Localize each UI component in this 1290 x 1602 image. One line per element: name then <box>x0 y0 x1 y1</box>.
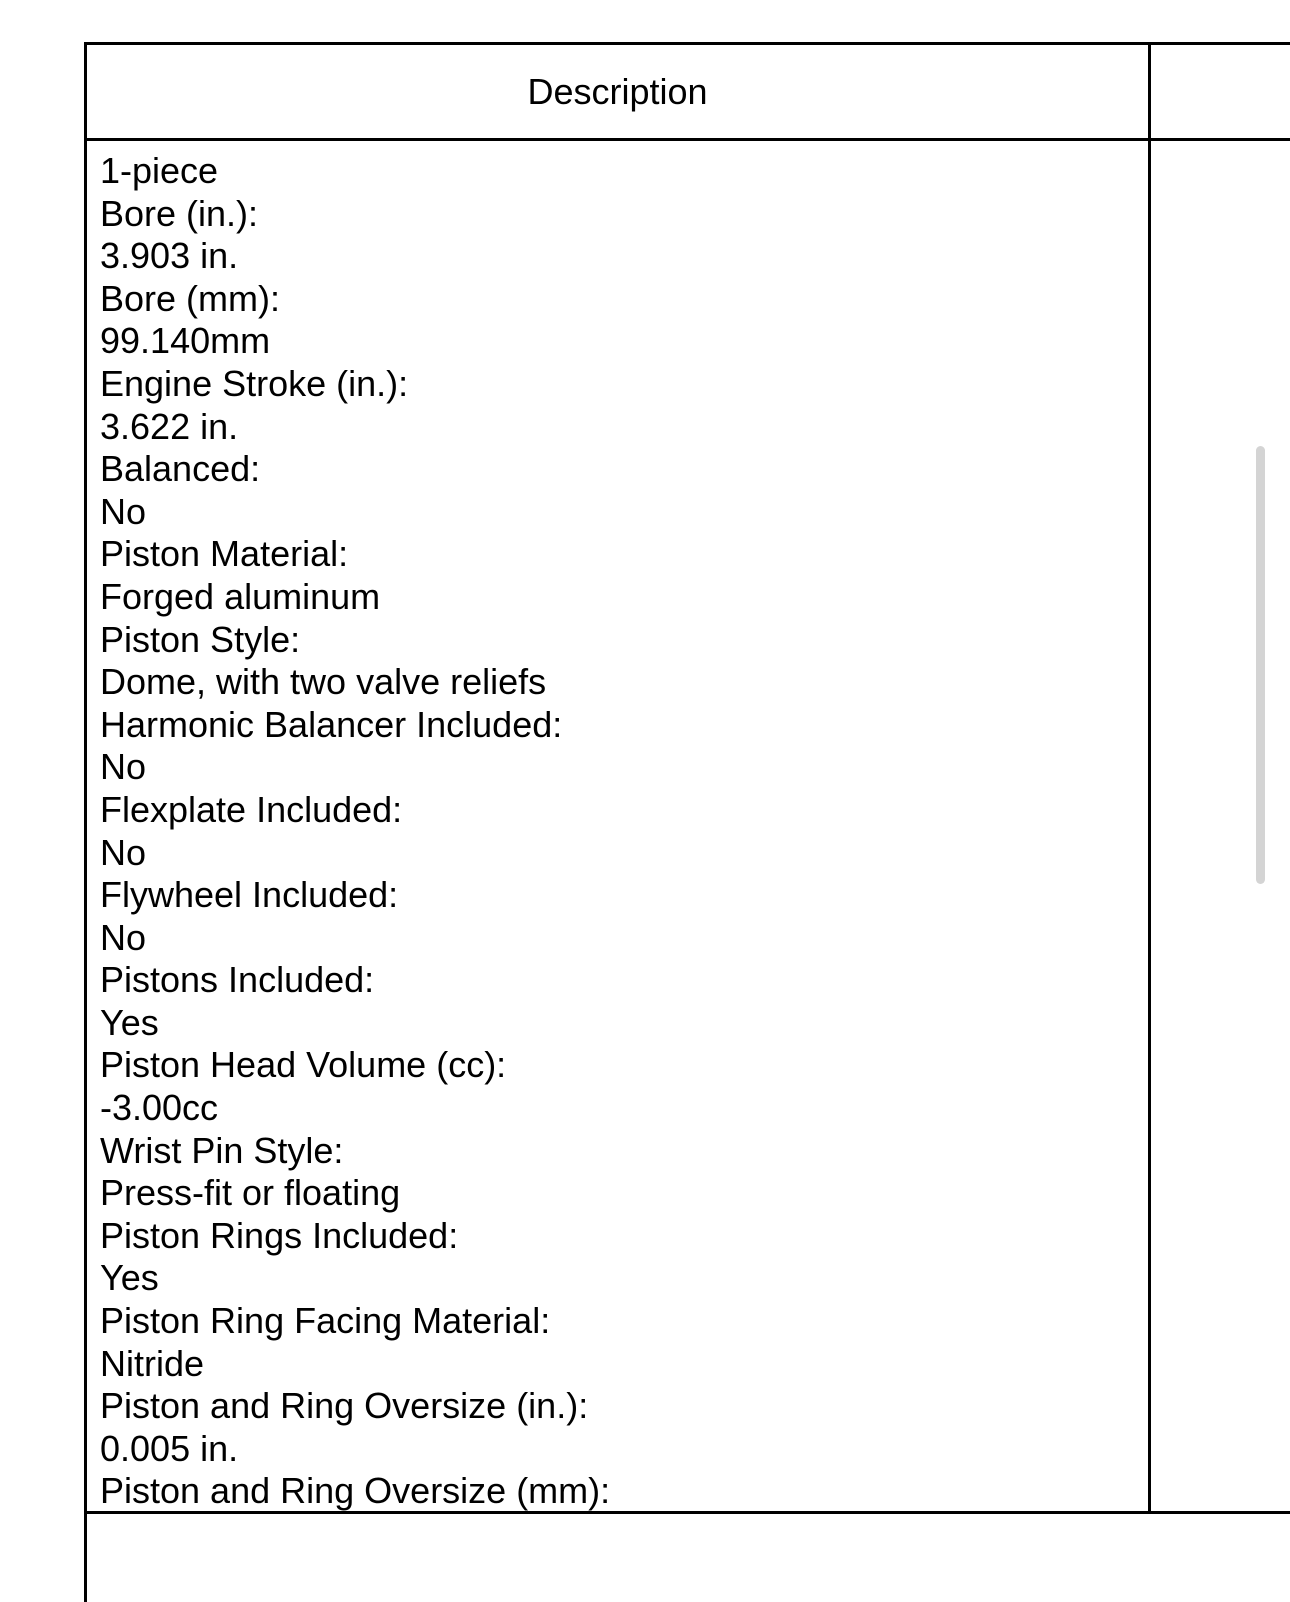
description-line: Piston Rings Included: <box>100 1214 459 1256</box>
description-line: Engine Stroke (in.): <box>100 362 409 404</box>
description-line: 3.622 in. <box>100 405 239 447</box>
description-line: -3.00cc <box>100 1087 219 1129</box>
description-line: Piston Head Volume (cc): <box>100 1044 507 1086</box>
description-line: Wrist Pin Style: <box>100 1129 344 1171</box>
description-cell <box>87 141 1151 1514</box>
description-header-label: Description <box>527 70 708 112</box>
description-line: Pistons Included: <box>100 959 375 1001</box>
description-line: Yes <box>100 1257 159 1299</box>
description-list <box>100 150 610 1513</box>
description-line: 3.903 in. <box>100 235 239 277</box>
description-line: Bore (mm): <box>100 277 280 319</box>
description-line: Piston Material: <box>100 533 349 575</box>
description-line: 1-piece <box>100 150 219 191</box>
description-line: Harmonic Balancer Included: <box>100 703 563 745</box>
description-line: Piston Style: <box>100 618 301 660</box>
description-line: No <box>100 916 147 958</box>
description-line: Bore (in.): <box>100 192 259 234</box>
description-line: Dome, with two valve reliefs <box>100 661 547 703</box>
description-column-header <box>87 45 1151 141</box>
description-line: 0.005 in. <box>100 1427 239 1469</box>
description-line: Flexplate Included: <box>100 788 403 830</box>
spec-table <box>84 42 1290 1602</box>
description-line: Press-fit or floating <box>100 1172 401 1214</box>
description-line: No <box>100 831 147 873</box>
description-line: Balanced: <box>100 448 261 490</box>
description-line: 99.140mm <box>100 320 271 362</box>
description-line: No <box>100 746 147 788</box>
description-line: No <box>100 490 147 532</box>
description-line: Yes <box>100 1001 159 1043</box>
description-line: Forged aluminum <box>100 575 381 617</box>
vertical-scrollbar[interactable] <box>1256 446 1265 884</box>
description-line: Piston and Ring Oversize (in.): <box>100 1385 589 1427</box>
description-line: Nitride <box>100 1342 205 1384</box>
second-column-header <box>1151 45 1290 141</box>
second-column-cell <box>1151 141 1290 1514</box>
description-line: Piston and Ring Oversize (mm): <box>100 1470 611 1512</box>
description-line: Piston Ring Facing Material: <box>100 1300 551 1342</box>
description-line: Flywheel Included: <box>100 874 399 916</box>
